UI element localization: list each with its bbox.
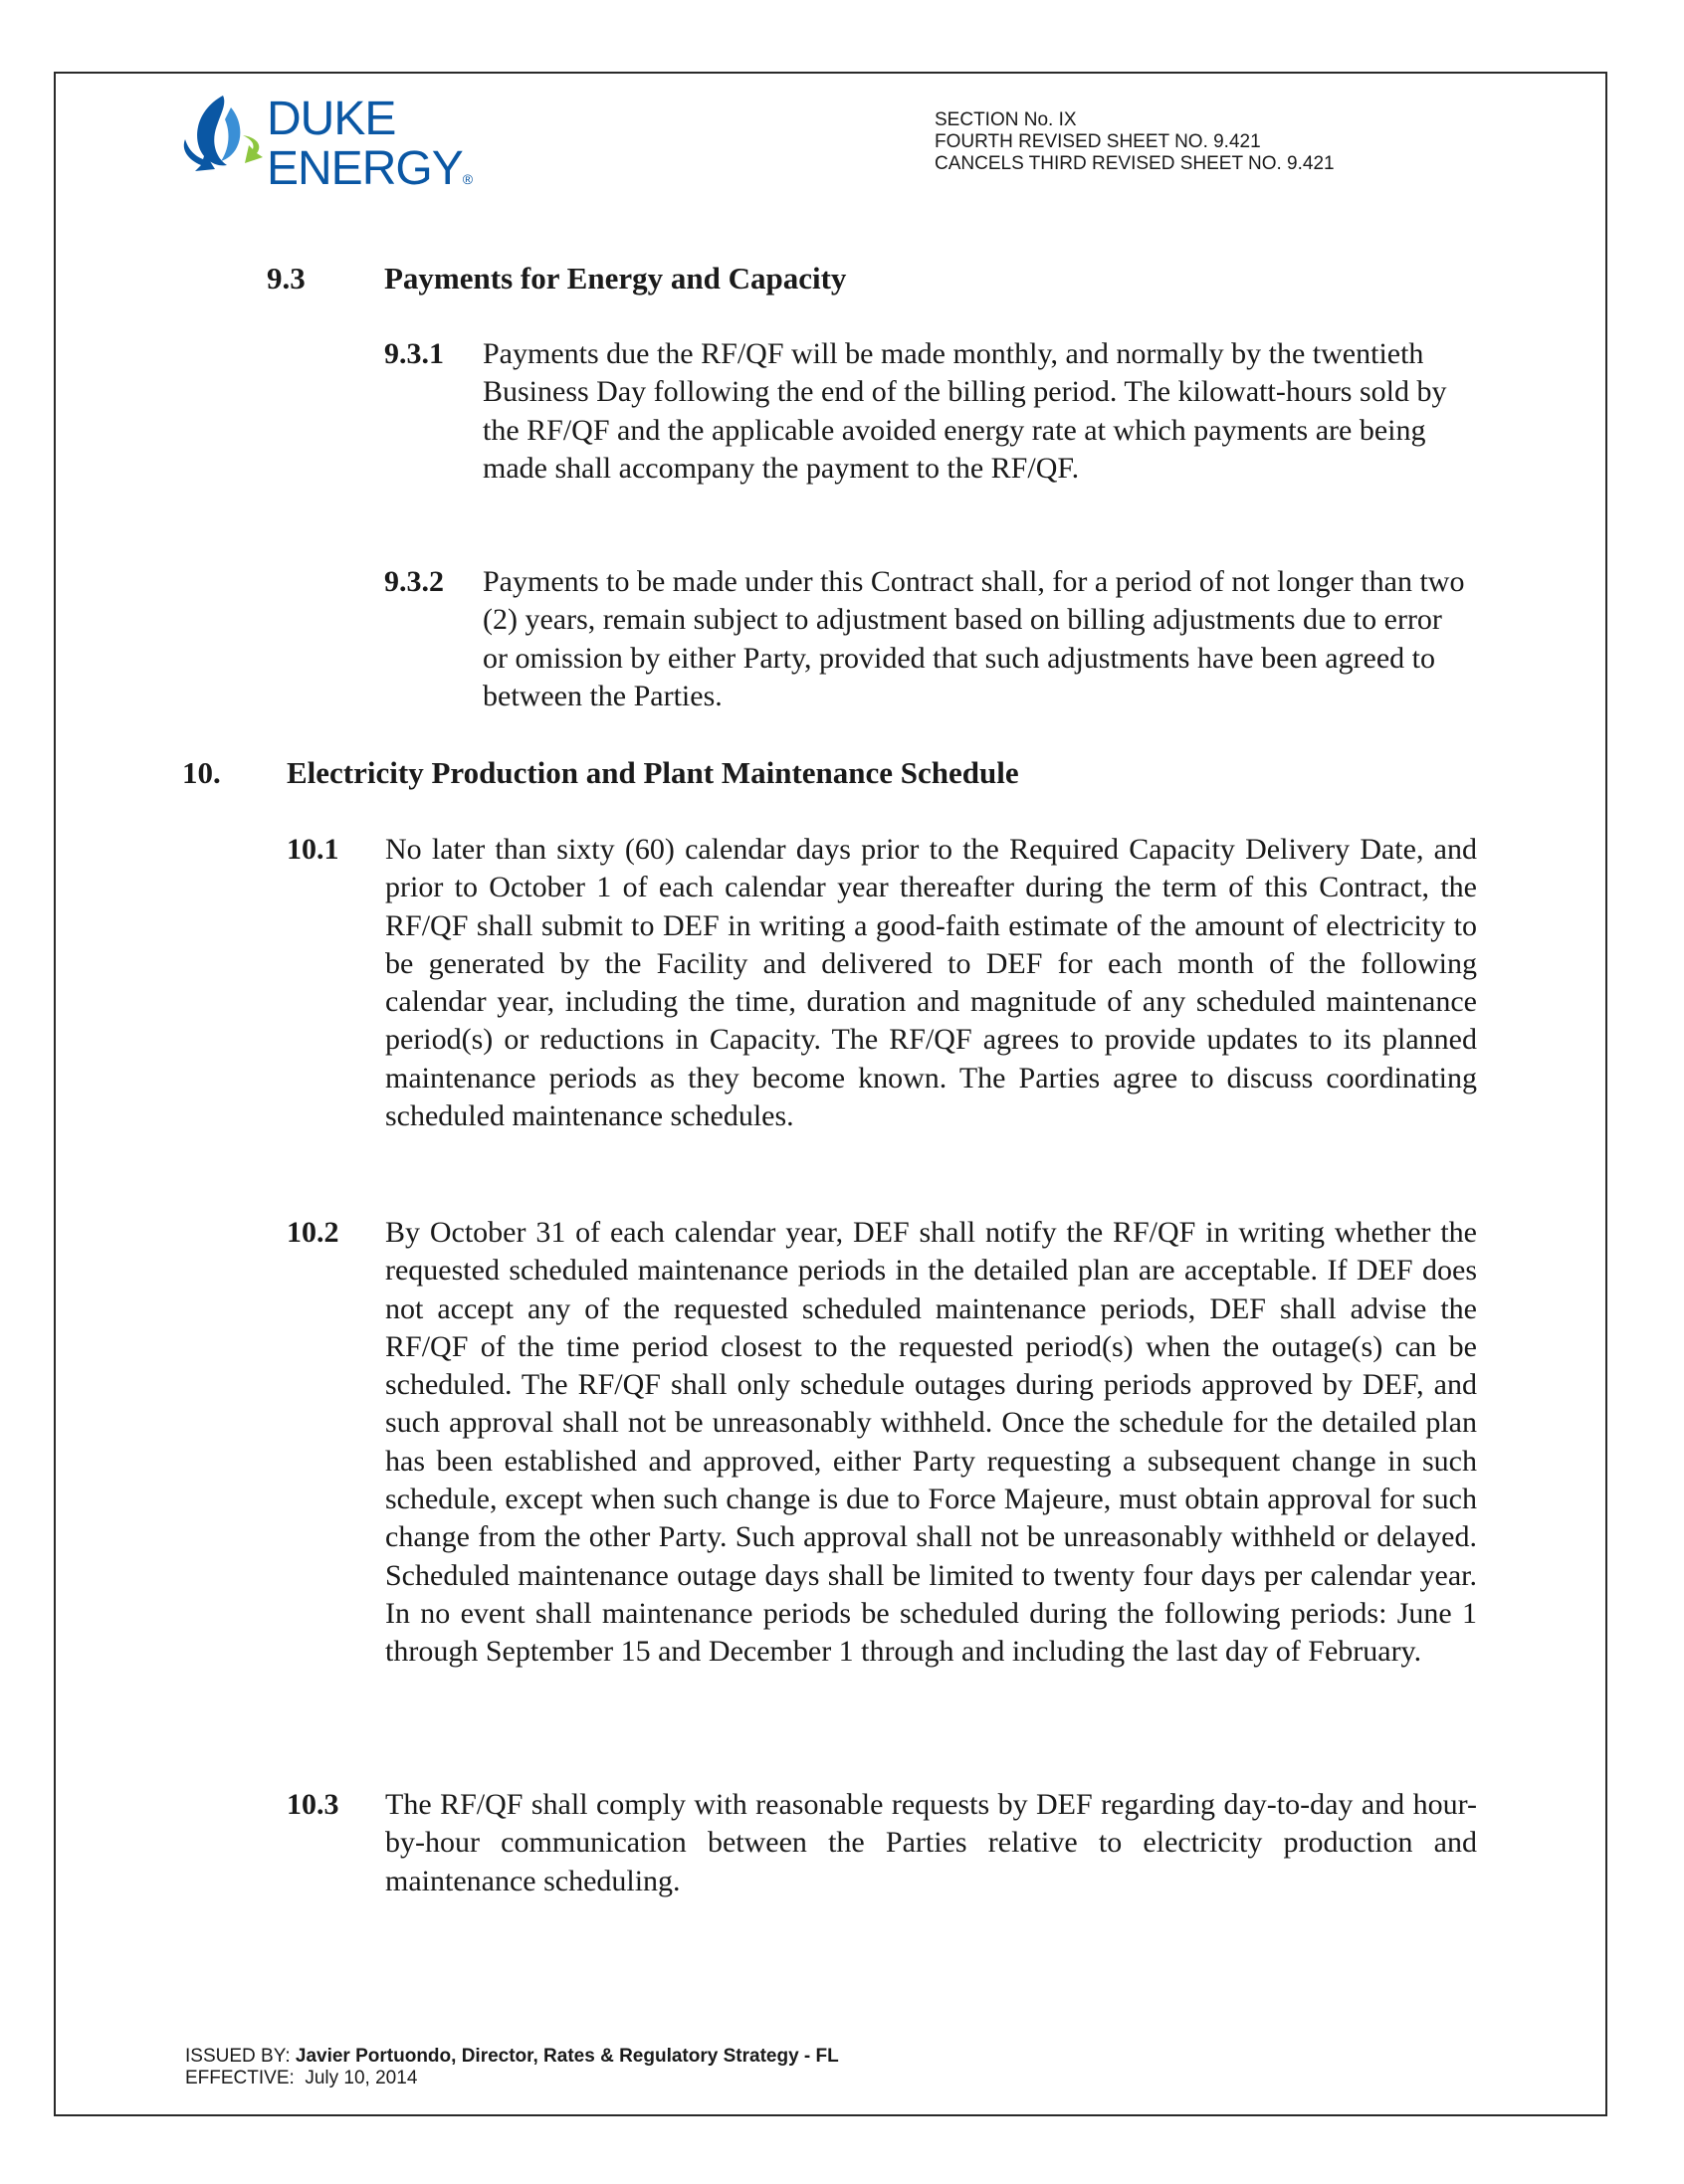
section-heading-number: 9.3: [267, 261, 306, 296]
subsection-text: The RF/QF shall comply with reasonable requests by DEF regarding day-to-day and hour-by-hour communication between the Parties relative to electricity production and maintenance scheduling.: [385, 1788, 1477, 1897]
issued-by-line: [185, 2046, 839, 2068]
cancels-sheet-number: CANCELS THIRD REVISED SHEET NO. 9.421: [935, 153, 1335, 174]
subsection-text: No later than sixty (60) calendar days prior to the Required Capacity Delivery Date, and prior to October 1 of each calendar year thereafter during the term of this Contract, the RF/QF shall submit to DEF in writing a good-faith estimate of the amount of electricity to be generated by the Facility and delivered to DEF for each month of the following calendar year, including the time, duration and magnitude of any scheduled maintenance period(s) or reductions in Capacity. The RF/QF agrees to provide updates to its planned maintenance periods as they become known. The Parties agree to discuss coordinating scheduled maintenance schedules.: [385, 833, 1477, 1133]
revised-sheet-number: FOURTH REVISED SHEET NO. 9.421: [935, 131, 1261, 152]
logo-wordmark-energy: [267, 142, 474, 195]
logo-wordmark-duke: DUKE: [267, 93, 396, 145]
section-heading-number: 10.: [182, 755, 221, 790]
subsection-number: 10.2: [287, 1216, 339, 1249]
section-number: SECTION No. IX: [935, 109, 1077, 130]
section-heading-title: Payments for Energy and Capacity: [384, 261, 847, 296]
effective-date: July 10, 2014: [305, 2068, 418, 2088]
issued-by-label: ISSUED BY:: [185, 2046, 291, 2067]
subsection-number: 10.1: [287, 833, 339, 866]
logo-wordmark-energy-text: ENERGY: [267, 142, 463, 195]
effective-label: EFFECTIVE:: [185, 2068, 295, 2088]
registered-mark: ®: [462, 171, 474, 187]
subsection-text: Payments to be made under this Contract shall, for a period of not longer than two (2) years, remain subject to adjustment based on billing adjustments due to error or omission by either Party, provided that such adjustments have been agreed to between the Parties.: [483, 565, 1465, 712]
sheet-header: [935, 109, 1335, 175]
effective-line: [185, 2068, 839, 2089]
subsection-number: 10.3: [287, 1788, 339, 1821]
subsection-text: By October 31 of each calendar year, DEF shall notify the RF/QF in writing whether the requested scheduled maintenance periods in the detailed plan are acceptable. If DEF does not accept any of the requested scheduled maintenance periods, DEF shall advise the RF/QF of the time period closest to the requested period(s) when the outage(s) can be scheduled. The RF/QF shall only schedule outages during periods approved by DEF, and such approval shall not be unreasonably withheld. Once the schedule for the detailed plan has been established and approved, either Party requesting a subsequent change in such schedule, except when such change is due to Force Majeure, must obtain approval for such change from the other Party. Such approval shall not be unreasonably withheld or delayed. Scheduled maintenance outage days shall be limited to twenty four days per calendar year. In no event shall maintenance periods be scheduled during the following periods: June 1 through September 15 and December 1 through and including the last day of February.: [385, 1216, 1477, 1669]
sheet-footer: [185, 2046, 839, 2089]
subsection-text: Payments due the RF/QF will be made monthly, and normally by the twentieth Business Day following the end of the billing period. The kilowatt-hours sold by the RF/QF and the applicable avoided energy rate at which payments are being made shall accompany the payment to the RF/QF.: [483, 337, 1447, 485]
subsection-number: 9.3.1: [384, 337, 444, 370]
subsection-number: 9.3.2: [384, 565, 444, 598]
duke-energy-logo: [171, 88, 474, 197]
duke-energy-flame-icon: [171, 88, 267, 187]
section-heading-title: Electricity Production and Plant Maintenance Schedule: [287, 755, 1019, 790]
issued-by-value: Javier Portuondo, Director, Rates & Regulatory Strategy - FL: [295, 2046, 839, 2067]
